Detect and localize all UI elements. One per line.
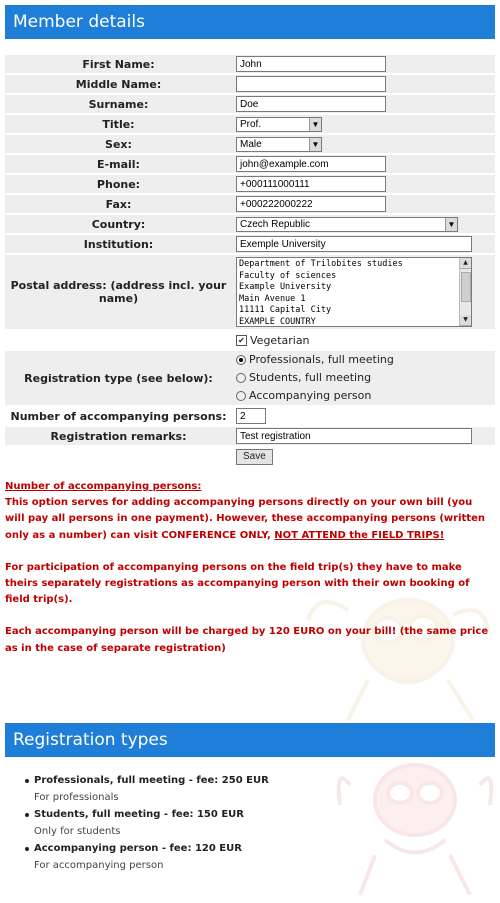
title-row	[5, 115, 495, 133]
fax-row	[5, 195, 495, 213]
first-name-input[interactable]: John	[236, 56, 386, 72]
country-row	[5, 215, 495, 233]
bullet-icon	[25, 779, 29, 783]
phone-input[interactable]: +000111000111	[236, 176, 386, 192]
middle-name-label: Middle Name:	[5, 75, 232, 93]
fax-input[interactable]: +000222000222	[236, 196, 386, 212]
accompanying-input[interactable]: 2	[236, 408, 266, 424]
list-item: Professionals, full meeting - fee: 250 EUR For professionals	[34, 772, 269, 806]
surname-row	[5, 95, 495, 113]
sex-label: Sex:	[5, 135, 232, 153]
vegetarian-label: Vegetarian	[250, 333, 310, 347]
sex-row	[5, 135, 495, 153]
institution-label: Institution:	[5, 235, 232, 253]
note-emphasis: NOT ATTEND the FIELD TRIPS!	[274, 529, 445, 541]
list-item: Accompanying person - fee: 120 EUR For accompanying person	[34, 840, 269, 874]
reg-type-option-professionals[interactable]: Professionals, full meeting	[236, 351, 495, 369]
reg-type-option-students[interactable]: Students, full meeting	[236, 369, 495, 387]
note-heading: Number of accompanying persons:	[5, 481, 202, 492]
registration-type-row	[5, 351, 495, 405]
textarea-scrollbar[interactable]	[459, 258, 471, 326]
institution-row	[5, 235, 495, 253]
vegetarian-row	[5, 331, 495, 349]
registration-type-label: Registration type (see below):	[5, 351, 232, 405]
list-item: Students, full meeting - fee: 150 EUR Only for students	[34, 806, 269, 840]
registration-types-header: Registration types	[5, 723, 495, 757]
phone-row	[5, 175, 495, 193]
middle-name-input[interactable]	[236, 76, 386, 92]
accompanying-row	[5, 407, 495, 425]
remarks-row	[5, 427, 495, 445]
reg-type-option-accompanying[interactable]: Accompanying person	[236, 387, 495, 405]
surname-input[interactable]: Doe	[236, 96, 386, 112]
accompanying-label: Number of accompanying persons:	[10, 409, 227, 423]
title-label: Title:	[5, 115, 232, 133]
surname-label: Surname:	[5, 95, 232, 113]
fax-label: Fax:	[5, 195, 232, 213]
phone-label: Phone:	[5, 175, 232, 193]
member-details-header: Member details	[5, 5, 495, 39]
email-row	[5, 155, 495, 173]
radio-icon	[236, 355, 246, 365]
email-label: E-mail:	[5, 155, 232, 173]
save-button[interactable]: Save	[236, 449, 273, 465]
member-form	[5, 53, 495, 467]
middle-name-row	[5, 75, 495, 93]
email-input[interactable]: john@example.com	[236, 156, 386, 172]
postal-address-textarea[interactable]	[236, 257, 472, 327]
first-name-row	[5, 55, 495, 73]
vegetarian-checkbox[interactable]: ✔	[236, 335, 247, 346]
postal-label: Postal address: (address incl. your name)	[5, 255, 232, 329]
bullet-icon	[25, 813, 29, 817]
note-paragraph-3: Each accompanying person will be charged by 120 EURO on your bill! (the same price as in the case of separate registration)	[5, 626, 489, 654]
mascot-watermark	[330, 745, 500, 903]
bullet-icon	[25, 847, 29, 851]
dropdown-arrow-icon: ▼	[309, 138, 321, 151]
dropdown-arrow-icon: ▼	[309, 118, 321, 131]
save-row	[5, 447, 495, 465]
first-name-label: First Name:	[5, 55, 232, 73]
scroll-up-icon[interactable]: ▲	[460, 258, 471, 269]
remarks-label: Registration remarks:	[5, 427, 232, 445]
country-label: Country:	[5, 215, 232, 233]
dropdown-arrow-icon: ▼	[445, 218, 457, 231]
sex-select[interactable]: Male ▼	[236, 137, 322, 152]
note-paragraph-2: For participation of accompanying persons on the field trip(s) they have to make theirs separately registrations as accompanying person with their own booking of field trip(s).	[5, 561, 470, 606]
country-select[interactable]: Czech Republic ▼	[236, 217, 458, 232]
remarks-input[interactable]: Test registration	[236, 428, 472, 444]
registration-types-list	[34, 772, 269, 874]
radio-icon	[236, 391, 246, 401]
institution-input[interactable]: Exemple University	[236, 236, 472, 252]
postal-row	[5, 255, 495, 329]
scroll-down-icon[interactable]: ▼	[460, 315, 471, 326]
note-paragraph-1: This option serves for adding accompanying persons directly on your own bill (you will pay all persons in one payment). However, these accompanying persons (written only as a number) can visit CONFERENCE ONLY, NOT ATTEND the FIELD TRIPS!	[5, 497, 485, 541]
title-select[interactable]: Prof. ▼	[236, 117, 322, 132]
accompanying-note	[5, 479, 495, 657]
radio-icon	[236, 373, 246, 383]
